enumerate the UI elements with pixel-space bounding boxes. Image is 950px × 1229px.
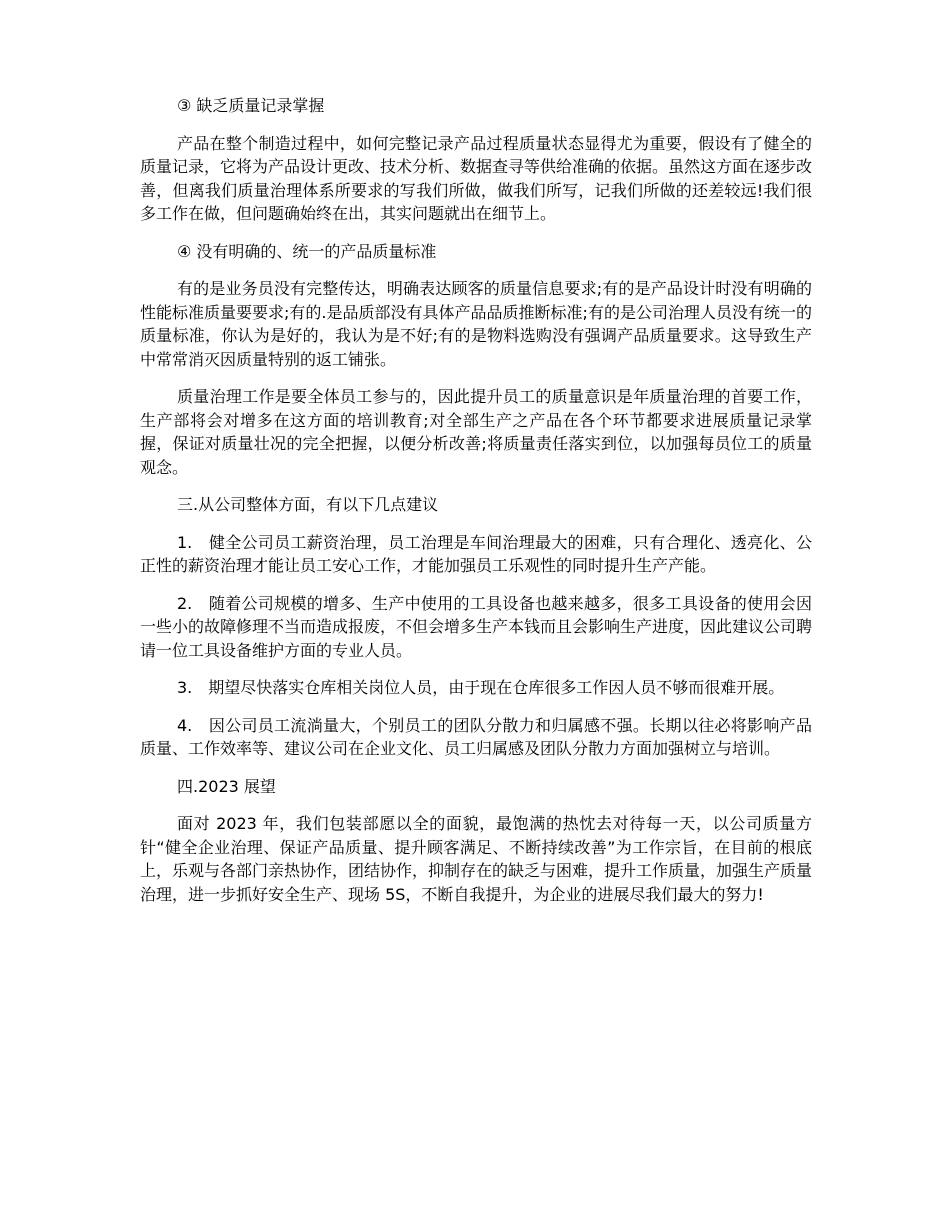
paragraph-suggestion-1: 1. 健全公司员工薪资治理，员工治理是车间治理最大的困难，只有合理化、透亮化、公正性的薪资治理才能让员工安心工作，才能加强员工乐观性的同时提升生产产能。	[140, 532, 812, 575]
paragraph-quality-management-work: 质量治理工作是要全体员工参与的，因此提升员工的质量意识是年质量治理的首要工作，生产部将会对增多在这方面的培训教育;对全部生产之产品在各个环节都要求进展质量记录掌握，保证对质量壮况的完全把握，以便分析改善;将质量责任落实到位，以加强每员位工的质量观念。	[140, 387, 812, 477]
paragraph-suggestion-3: 3. 期望尽快落实仓库相关岗位人员，由于现在仓库很多工作因人员不够而很难开展。	[177, 678, 785, 697]
paragraph-suggestion-4: 4. 因公司员工流淌量大，个别员工的团队分散力和归属感不强。长期以往必将影响产品质量、工作效率等、建议公司在企业文化、员工归属感及团队分散力方面加强树立与培训。	[140, 715, 812, 758]
document-body	[140, 94, 812, 920]
paragraph-quality-standards: 有的是业务员没有完整传达，明确表达顾客的质量信息要求;有的是产品设计时没有明确的性能标准质量要要求;有的.是品质部没有具体产品品质推断标准;有的是公司治理人员没有统一的质量标准，你认为是好的，我认为是不好;有的是物料选购没有强调产品质量要求。这导致生产中常常消灭因质量特别的返工铺张。	[140, 279, 812, 369]
paragraph-quality-records: 产品在整个制造过程中，如何完整记录产品过程质量状态显得尤为重要，假设有了健全的质量记录，它将为产品设计更改、技术分析、数据查寻等供给准确的依据。虽然这方面在逐步改善，但离我们质量治理体系所要求的写我们所做，做我们所写，记我们所做的还差较远!我们很多工作在做，但问题确始终在出，其实问题就出在细节上。	[140, 133, 813, 223]
section-heading-outlook: 四.2023 展望	[177, 776, 276, 796]
section-heading-lack-quality-records: ③ 缺乏质量记录掌握	[177, 96, 325, 115]
paragraph-outlook: 面对 2023 年，我们包装部愿以全的面貌，最饱满的热忱去对待每一天，以公司质量方针“健全企业治理、保证产品质量、提升顾客满足、不断持续改善”为工作宗旨，在目前的根底上，乐观与各部门亲热协作，团结协作，抑制存在的缺乏与困难，提升工作质量，加强生产质量治理，进一步抓好安全生产、现场 5S，不断自我提升，为企业的进展尽我们最大的努力!	[140, 814, 813, 904]
section-heading-no-unified-standard: ④ 没有明确的、统一的产品质量标准	[177, 241, 437, 261]
paragraph-suggestion-2: 2. 随着公司规模的增多、生产中使用的工具设备也越来越多，很多工具设备的使用会因一些小的故障修理不当而造成报废，不但会增多生产本钱而且会影响生产进度，因此建议公司聘请一位工具设备维护方面的专业人员。	[140, 593, 813, 660]
section-heading-company-suggestions: 三.从公司整体方面，有以下几点建议	[177, 495, 439, 514]
